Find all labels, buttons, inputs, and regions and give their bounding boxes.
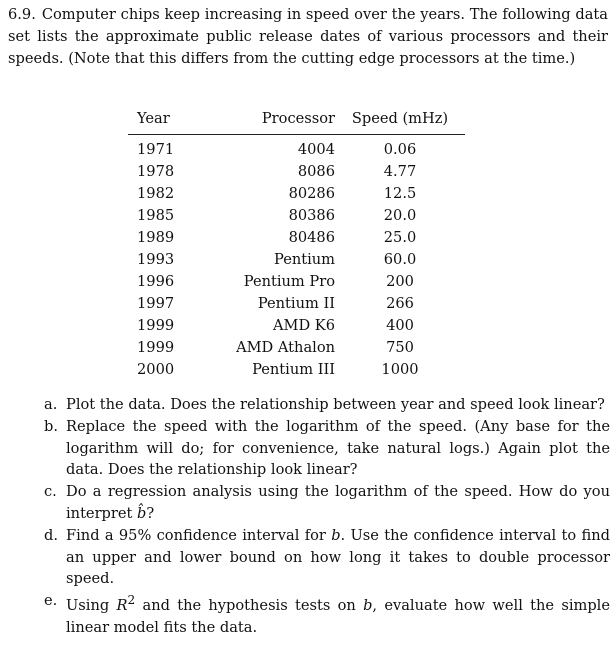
cell-processor: 4004 — [297, 141, 335, 158]
question-c-letter: c. — [44, 483, 57, 501]
question-c — [44, 481, 610, 525]
cell-speed: 200 — [386, 273, 414, 290]
question-c-text-before: Do a regression analysis using the logarithm of the speed. How do you interpret — [66, 483, 610, 522]
header-processor: Processor — [261, 110, 335, 127]
table-row — [128, 183, 465, 205]
cell-speed: 25.0 — [383, 229, 417, 246]
cell-year: 2000 — [137, 361, 175, 378]
cell-speed: 266 — [386, 295, 414, 312]
cell-processor: 8086 — [297, 163, 335, 180]
r-squared-symbol: R — [116, 597, 128, 615]
r-squared-exponent: 2 — [127, 593, 136, 608]
cell-year: 1997 — [137, 295, 175, 312]
question-d-text-before: Find a 95% confidence interval for — [66, 526, 332, 544]
table-row — [128, 359, 465, 381]
problem-number: 6.9. — [8, 6, 36, 23]
cell-speed: 20.0 — [383, 207, 417, 224]
cell-processor: Pentium Pro — [243, 273, 335, 290]
cell-speed: 0.06 — [383, 141, 417, 158]
question-a-text: Plot the data. Does the relationship between year and speed look linear? — [66, 396, 605, 413]
cell-speed: 4.77 — [383, 163, 417, 180]
cell-processor: AMD Athalon — [236, 339, 335, 356]
question-b — [44, 416, 610, 481]
question-a — [44, 394, 610, 416]
cell-year: 1993 — [137, 251, 175, 268]
table-row — [128, 337, 465, 359]
question-e-text-before: Using — [66, 597, 117, 615]
cell-speed: 750 — [386, 339, 414, 356]
cell-year: 1999 — [137, 317, 175, 334]
question-a-letter: a. — [44, 396, 58, 413]
question-b-letter: b. — [44, 417, 58, 435]
table-row — [128, 205, 465, 227]
problem-text: Computer chips keep increasing in speed over the years. The following data set lists the approximate public release dates of various processors and their speeds. (Note that this differs from the cutting edge processors at the time.) — [8, 6, 608, 67]
question-d-letter: d. — [44, 526, 58, 544]
cell-processor: 80286 — [288, 185, 335, 202]
cell-year: 1982 — [137, 185, 175, 202]
header-year: Year — [137, 110, 170, 127]
cell-processor: AMD K6 — [272, 317, 335, 334]
question-b-text: Replace the speed with the logarithm of the speed. (Any base for the logarithm will do; for convenience, take natural logs.) Again plot the data. Does the relationship look linear? — [66, 417, 610, 479]
question-c-text-after: ? — [146, 504, 155, 522]
cell-year: 1999 — [137, 339, 175, 356]
cell-speed: 400 — [386, 317, 414, 334]
b-hat-symbol: b̂ — [137, 504, 147, 522]
table-row — [128, 315, 465, 337]
question-e-text-mid: and the hypothesis tests on — [135, 597, 364, 615]
cell-year: 1996 — [137, 273, 175, 290]
table-header-row — [128, 108, 465, 135]
cell-processor: 80486 — [288, 229, 335, 246]
problem-statement — [8, 4, 608, 70]
question-e-text-after: , evaluate how well the simple linear model fits the data. — [66, 597, 610, 636]
question-d — [44, 525, 610, 590]
header-speed: Speed (mHz) — [351, 110, 449, 127]
question-d-text-after: . Use the confidence interval to find an upper and lower bound on how long it takes to double processor speed. — [66, 526, 610, 588]
question-list — [44, 394, 610, 639]
b-symbol: b — [363, 597, 373, 615]
cell-speed: 60.0 — [383, 251, 417, 268]
cell-year: 1978 — [137, 163, 175, 180]
table-row — [128, 135, 465, 162]
question-e — [44, 590, 610, 638]
question-e-letter: e. — [44, 592, 58, 610]
cell-year: 1971 — [137, 141, 175, 158]
cell-processor: Pentium II — [257, 295, 335, 312]
table-row — [128, 161, 465, 183]
table-row — [128, 249, 465, 271]
cell-processor: Pentium III — [252, 361, 335, 378]
table-row — [128, 293, 465, 315]
cell-year: 1989 — [137, 229, 175, 246]
cell-processor: Pentium — [274, 251, 335, 268]
b-symbol: b — [331, 526, 341, 544]
processor-speed-table — [128, 108, 465, 381]
cell-year: 1985 — [137, 207, 175, 224]
cell-speed: 12.5 — [383, 185, 417, 202]
cell-speed: 1000 — [381, 361, 419, 378]
table-row — [128, 271, 465, 293]
cell-processor: 80386 — [288, 207, 335, 224]
table-row — [128, 227, 465, 249]
